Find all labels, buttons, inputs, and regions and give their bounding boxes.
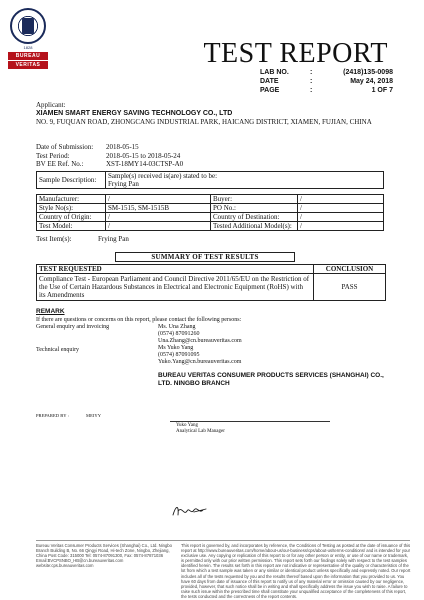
prepared-by-label: PREPARED BY : <box>36 413 69 418</box>
info-label: Tested Additional Model(s): <box>211 222 298 231</box>
summary-row <box>37 274 386 301</box>
applicant-section <box>36 101 386 127</box>
col-test-requested: TEST REQUESTED <box>37 265 314 274</box>
col-conclusion: CONCLUSION <box>314 265 386 274</box>
meta-key: PAGE <box>260 87 280 94</box>
info-value: / <box>106 222 211 231</box>
summary-heading: SUMMARY OF TEST RESULTS <box>116 253 295 262</box>
logo-year: 1828 <box>23 45 33 50</box>
date-label: BV EE Ref. No.: <box>36 160 84 168</box>
brand-line-1: BUREAU <box>8 52 48 60</box>
meta-value: (2418)135-0098 <box>343 69 393 76</box>
conclusion-value: PASS <box>314 274 386 301</box>
report-title: TEST REPORT <box>203 38 388 69</box>
info-row <box>37 204 384 213</box>
info-value: / <box>298 213 384 222</box>
sample-line-2: Frying Pan <box>108 180 139 188</box>
contact-name: Ms Yuko Yang <box>158 345 194 351</box>
meta-colon: : <box>310 87 313 94</box>
prepared-by <box>36 413 101 418</box>
info-value: / <box>106 195 211 204</box>
contact-details <box>158 324 242 344</box>
test-requested-text: Compliance Test - European Parliament and Council Directive 2011/65/EU on the Restriction of the Use of Certain Hazardous Substances in Electrical and Electronic Equipment (RoHS) with its Amendments <box>37 274 314 301</box>
test-items-value: Frying Pan <box>98 235 129 243</box>
contact-email[interactable]: Yuko.Yang@cn.bureauveritas.com <box>158 358 242 365</box>
meta-colon: : <box>310 69 313 76</box>
meta-key: LAB NO. <box>260 69 289 76</box>
contact-email[interactable]: Una.Zhang@cn.bureauveritas.com <box>158 337 242 344</box>
sample-line-1: Sample(s) received is(are) stated to be: <box>108 172 218 180</box>
meta-row <box>260 77 393 86</box>
bureau-veritas-logo <box>8 8 48 69</box>
info-value: SM-1515, SM-1515B <box>106 204 211 213</box>
info-row <box>37 213 384 222</box>
dates-section <box>36 143 336 169</box>
bv-branch-name: BUREAU VERITAS CONSUMER PRODUCTS SERVICES (SHANGHAI) CO., LTD. NINGBO BRANCH <box>158 372 384 387</box>
info-row <box>37 222 384 231</box>
product-info-table <box>36 194 384 231</box>
signature-line <box>170 421 330 422</box>
sample-value <box>106 172 384 189</box>
footer-terms: This report is governed by, and incorporates by reference, the Conditions of Testing as posted at the date of issuance of this report at http://www.bureauveritas.com/home/about-us/our-business/cps/about-us/terms-conditions/ and is intended for your exclusive use. Any copying or replication of this report to or for any other person or entity, or use of our name or trademark, is permitted only with our prior written permission. This report sets forth our findings solely with respect to the test samples identified herein. The results set forth in this report are not indicative or representative of the quality or characteristics of the lot from which a test sample was taken or any similar or identical product unless specifically and expressly noted. Our report includes all of the tests requested by you and the results thereof based upon the information that you provided to us. You have 60 days from date of issuance of this report to notify us of any material error or omission caused by our negligence, provided, however, that such notice shall be in writing and shall specifically address the issue you wish to raise. A failure to raise such issue within the prescribed time shall constitute your unqualified acceptance of the completeness of this report, the tests conducted and the correctness of the report contents. <box>181 543 411 599</box>
date-row <box>36 152 336 161</box>
info-label: Buyer: <box>211 195 298 204</box>
date-row <box>36 160 336 169</box>
sample-description-table <box>36 171 384 189</box>
contact-phone: (0574) 87091095 <box>158 351 200 358</box>
seal-icon <box>10 8 46 44</box>
remark-intro: If there are questions or concerns on this report, please contact the following persons: <box>36 316 242 323</box>
info-label: Country of Origin: <box>37 213 106 222</box>
summary-header-row <box>37 265 386 274</box>
applicant-name: XIAMEN SMART ENERGY SAVING TECHNOLOGY CO., LTD <box>36 109 233 117</box>
info-label: Manufacturer: <box>37 195 106 204</box>
meta-key: DATE <box>260 78 279 85</box>
contact-role: Technical enquiry <box>36 347 80 353</box>
date-label: Date of Submission: <box>36 143 94 151</box>
meta-row <box>260 86 393 95</box>
report-meta <box>260 68 393 95</box>
contact-phone: (0574) 87091260 <box>158 330 200 337</box>
meta-value: May 24, 2018 <box>350 78 393 85</box>
applicant-address: NO. 9, FUQUAN ROAD, ZHONGCANG INDUSTRIAL PARK, HAICANG DISTRICT, XIAMEN, FUJIAN, CHINA <box>36 118 372 126</box>
date-row <box>36 143 336 152</box>
test-items <box>36 235 336 244</box>
contact-name: Ms. Una Zhang <box>158 324 196 330</box>
meta-row <box>260 68 393 77</box>
info-label: Style No(s): <box>37 204 106 213</box>
footer-divider <box>36 540 410 541</box>
info-value: / <box>298 195 384 204</box>
summary-heading-box <box>115 252 295 262</box>
brand-line-2: VERITAS <box>8 61 48 69</box>
contact-role: General enquiry and invoicing <box>36 324 110 330</box>
info-row <box>37 195 384 204</box>
info-label: Country of Destination: <box>211 213 298 222</box>
footer-company-info: Bureau Veritas Consumer Products Services (Shanghai) Co., Ltd. Ningbo Branch Building B, No. 66 Qingyi Road, Hi-tech Zone, Ningbo, Zhejiang, China Post Code: 315000 Tel: 0574-87091300, Fax: 0574-87871036 Email:BVCPSNBO_HB@cn.bureauveritas.com website:cps.bureauveritas.com <box>36 543 172 569</box>
prepared-by-value: MEIYY <box>86 413 102 418</box>
info-label: Test Model: <box>37 222 106 231</box>
brand-wordmark <box>8 52 48 69</box>
date-value: XST-18MY14-03CTSP-A0 <box>106 160 184 168</box>
signatory-block <box>176 423 225 434</box>
date-label: Test Period: <box>36 151 70 160</box>
remark-heading: REMARK <box>36 308 65 315</box>
date-value: 2018-05-15 to 2018-05-24 <box>106 151 181 160</box>
info-value: / <box>298 204 384 213</box>
remark-section <box>36 308 396 324</box>
signature-image <box>170 503 210 519</box>
applicant-label: Applicant: <box>36 101 66 109</box>
meta-value: 1 OF 7 <box>371 87 393 94</box>
info-label: PO No.: <box>211 204 298 213</box>
meta-colon: : <box>310 78 313 85</box>
date-value: 2018-05-15 <box>106 143 139 151</box>
sample-label: Sample Description: <box>37 172 106 189</box>
summary-table <box>36 264 386 301</box>
info-value: / <box>298 222 384 231</box>
signatory-title: Analytical Lab Manager <box>176 428 225 434</box>
contact-details <box>158 345 241 365</box>
info-value: / <box>106 213 211 222</box>
signatory-name: Yuko Yang <box>176 423 198 428</box>
test-items-label: Test Item(s): <box>36 235 72 243</box>
